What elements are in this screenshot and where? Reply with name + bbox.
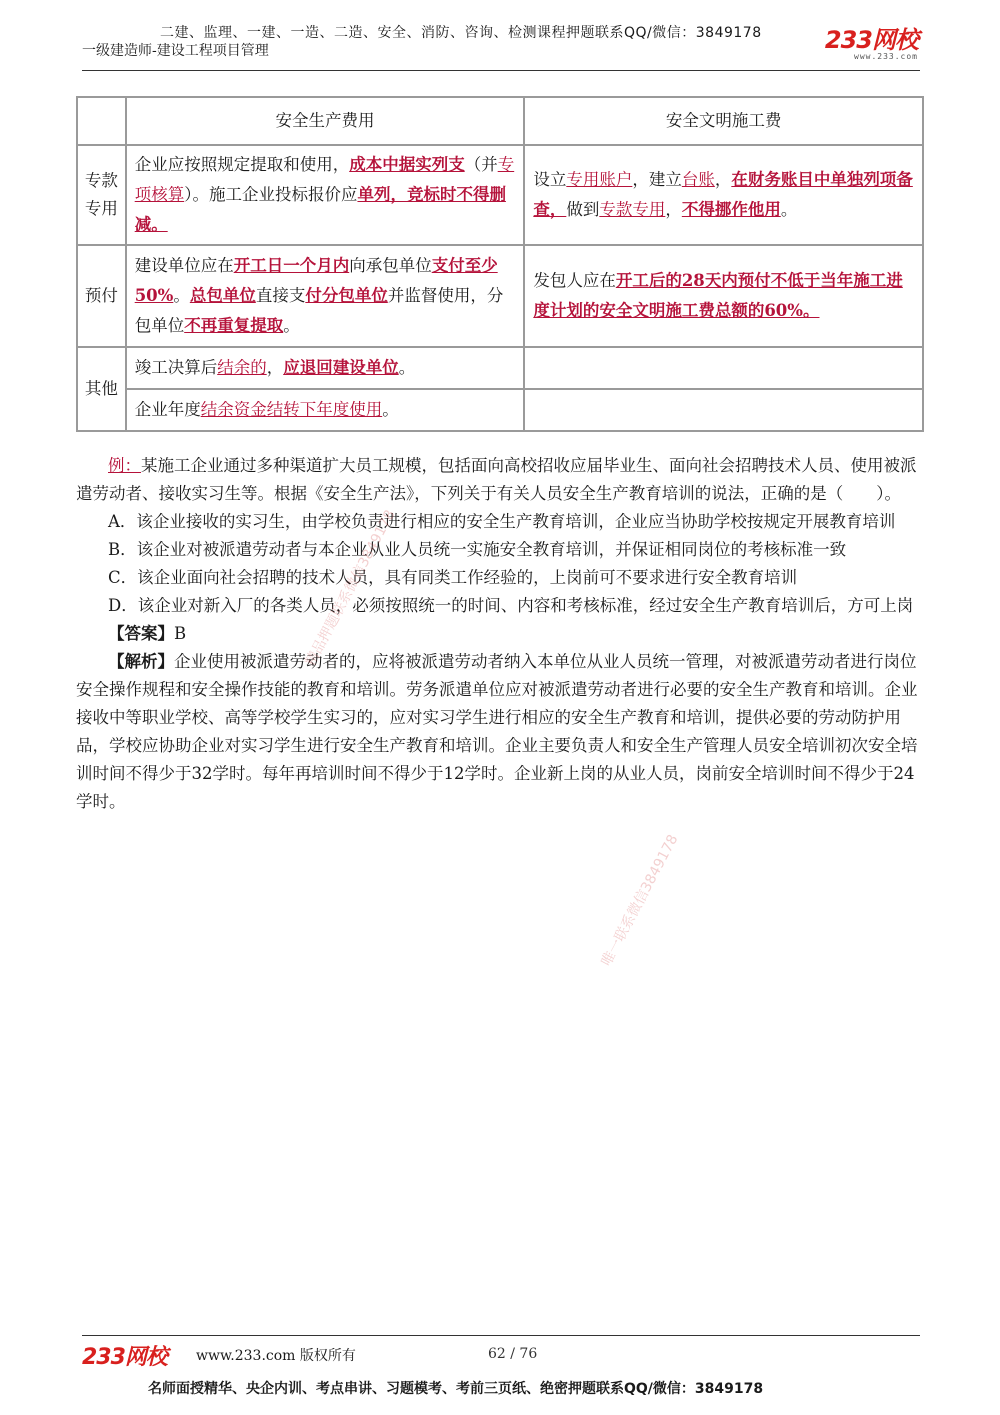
table-row xyxy=(77,347,923,389)
table-row xyxy=(77,145,923,245)
comparison-table xyxy=(76,96,924,432)
table-corner-cell xyxy=(77,97,126,145)
analysis: 【解析】企业使用被派遣劳动者的，应将被派遣劳动者纳入本单位从业人员统一管理，对被派遣劳动者进行岗位安全操作规程和安全操作技能的教育和培训。劳务派遣单位应对被派遣劳动者进行必要的安全生产教育和培训。企业接收中等职业学校、高等学校学生实习的，应对实习学生进行相应的安全生产教育和培训，提供必要的劳动防护用品，学校应协助企业对实习学生进行安全生产教育和培训。企业主要负责人和安全生产管理人员安全培训初次安全培训时间不得少于32学时。每年再培训时间不得少于12学时。企业新上岗的从业人员，岗前安全培训时间不得少于24学时。 xyxy=(76,652,918,811)
table-cell: 企业应按照规定提取和使用，成本中据实列支（并专项核算）。施工企业投标报价应单列，竞标时不得删减。 xyxy=(126,145,525,245)
footer-copyright: www.233.com 版权所有 xyxy=(196,1348,356,1364)
logo-url: www.233.com xyxy=(854,52,918,61)
table-row xyxy=(77,389,923,431)
column-header: 安全文明施工费 xyxy=(524,97,923,145)
table-cell: 发包人应在开工后的28天内预付不低于当年施工进度计划的安全文明施工费总额的60%。 xyxy=(524,245,923,347)
option-b: B．该企业对被派遣劳动者与本企业从业人员统一实施安全教育培训，并保证相同岗位的考核标准一致 xyxy=(108,540,847,559)
table-cell: 建设单位应在开工日一个月内向承包单位支付至少50%。总包单位直接支付分包单位并监督使用，分包单位不再重复提取。 xyxy=(126,245,525,347)
table-header-row xyxy=(77,97,923,145)
footer-divider xyxy=(82,1335,920,1336)
watermark: 唯一联系微信3849178 xyxy=(598,832,682,969)
row-label: 其他 xyxy=(77,347,126,431)
column-header: 安全生产费用 xyxy=(126,97,525,145)
brand-logo xyxy=(825,28,918,61)
option-d: D．该企业对新入厂的各类人员，必须按照统一的时间、内容和考核标准，经过安全生产教育培训后，方可上岗 xyxy=(108,596,914,615)
page-number: 62 / 76 xyxy=(488,1346,538,1362)
question-stem: 例：某施工企业通过多种渠道扩大员工规模，包括面向高校招收应届毕业生、面向社会招聘技术人员、使用被派遣劳动者、接收实习生等。根据《安全生产法》，下列关于有关人员安全生产教育培训的说法，正确的是（ ）。 xyxy=(76,456,917,503)
example-question xyxy=(76,452,924,816)
footer-contact-line: 名师面授精华、央企内训、考点串讲、习题模考、考前三页纸、绝密押题联系QQ/微信：3849178 xyxy=(148,1381,764,1397)
document-subtitle: 一级建造师-建设工程项目管理 xyxy=(82,43,269,59)
logo-text: 233网校 xyxy=(824,26,918,54)
row-label: 专款专用 xyxy=(77,145,126,245)
answer: 【答案】B xyxy=(108,624,187,643)
example-label: 例： xyxy=(108,456,141,475)
table-cell: 企业年度结余资金结转下年度使用。 xyxy=(126,389,525,431)
table-cell: 竣工决算后结余的，应退回建设单位。 xyxy=(126,347,525,389)
option-a: A．该企业接收的实习生，由学校负责进行相应的安全生产教育培训，企业应当协助学校按规定开展教育培训 xyxy=(108,512,896,531)
table-cell xyxy=(524,347,923,389)
table-cell xyxy=(524,389,923,431)
header-contact-line: 二建、监理、一建、一造、二造、安全、消防、咨询、检测课程押题联系QQ/微信：3849178 xyxy=(160,25,762,41)
table-cell: 设立专用账户，建立台账，在财务账目中单独列项备查，做到专款专用，不得挪作他用。 xyxy=(524,145,923,245)
row-label: 预付 xyxy=(77,245,126,347)
option-c: C．该企业面向社会招聘的技术人员，具有同类工作经验的，上岗前可不要求进行安全教育培训 xyxy=(108,568,798,587)
watermark: 精品押题联系微信3849178 xyxy=(302,507,399,669)
footer-logo: 233网校 xyxy=(82,1345,167,1370)
header-divider xyxy=(82,70,920,71)
table-row xyxy=(77,245,923,347)
